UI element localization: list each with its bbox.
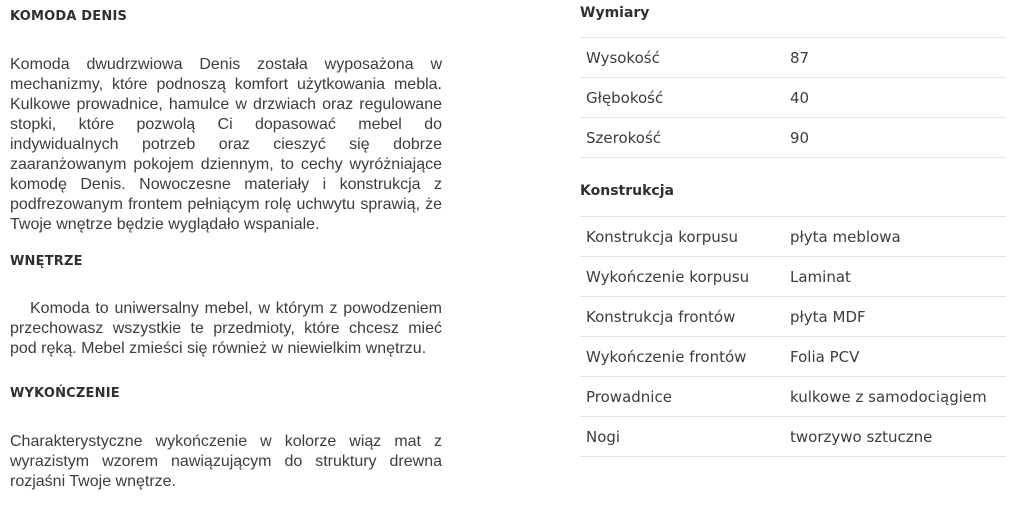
table-row (580, 217, 1006, 257)
table-row (580, 417, 1006, 457)
construction-title: Konstrukcja (580, 183, 674, 199)
spec-label: Wykończenie korpusu (580, 257, 790, 297)
table-row (580, 38, 1006, 78)
spec-label: Wysokość (580, 38, 790, 78)
spec-label: Prowadnice (580, 377, 790, 417)
spec-value: płyta meblowa (790, 217, 1006, 257)
spec-label: Nogi (580, 417, 790, 457)
section-heading-wykonczenie: WYKOŃCZENIE (10, 386, 120, 401)
spec-value: 87 (790, 38, 1006, 78)
spec-value: Folia PCV (790, 337, 1006, 377)
dimensions-table (580, 37, 1006, 158)
table-row (580, 118, 1006, 158)
section-text-wykonczenie: Charakterystyczne wykończenie w kolorze wiąz mat z wyrazistym wzorem nawiązującym do struktury drewna rozjaśni Twoje wnętrze. (10, 433, 442, 490)
section-heading-wnetrze: WNĘTRZE (10, 254, 83, 269)
table-row (580, 377, 1006, 417)
spec-label: Głębokość (580, 78, 790, 118)
table-row (580, 257, 1006, 297)
dimensions-title: Wymiary (580, 5, 650, 21)
section-text-komoda-denis: Komoda dwudrzwiowa Denis została wyposażona w mechanizmy, które podnoszą komfort użytkowania mebla. Kulkowe prowadnice, hamulce w drzwiach oraz regulowane stopki, które pozwolą Ci dopasować mebel do indywidualnych potrzeb oraz cieszyć się dobrze zaaranżowanym pokojem dziennym, to cechy wyróżniające komodę Denis. Nowoczesne materiały i konstrukcja z podfrezowanym frontem pełniącym rolę uchwytu sprawią, że Twoje wnętrze będzie wyglądało wspaniale. (10, 56, 442, 233)
section-text-wnetrze: Komoda to uniwersalny mebel, w którym z powodzeniem przechowasz wszystkie te przedmioty, które chcesz mieć pod ręką. Mebel zmieści się również w niewielkim wnętrzu. (10, 300, 442, 357)
spec-value: kulkowe z samodociągiem (790, 377, 1006, 417)
spec-value: tworzywo sztuczne (790, 417, 1006, 457)
spec-value: 90 (790, 118, 1006, 158)
table-row (580, 78, 1006, 118)
section-heading-komoda-denis: KOMODA DENIS (10, 9, 128, 24)
spec-label: Wykończenie frontów (580, 337, 790, 377)
table-row (580, 337, 1006, 377)
spec-value: Laminat (790, 257, 1006, 297)
spec-label: Konstrukcja frontów (580, 297, 790, 337)
spec-label: Szerokość (580, 118, 790, 158)
spec-value: płyta MDF (790, 297, 1006, 337)
spec-value: 40 (790, 78, 1006, 118)
spec-label: Konstrukcja korpusu (580, 217, 790, 257)
construction-table (580, 216, 1006, 457)
table-row (580, 297, 1006, 337)
